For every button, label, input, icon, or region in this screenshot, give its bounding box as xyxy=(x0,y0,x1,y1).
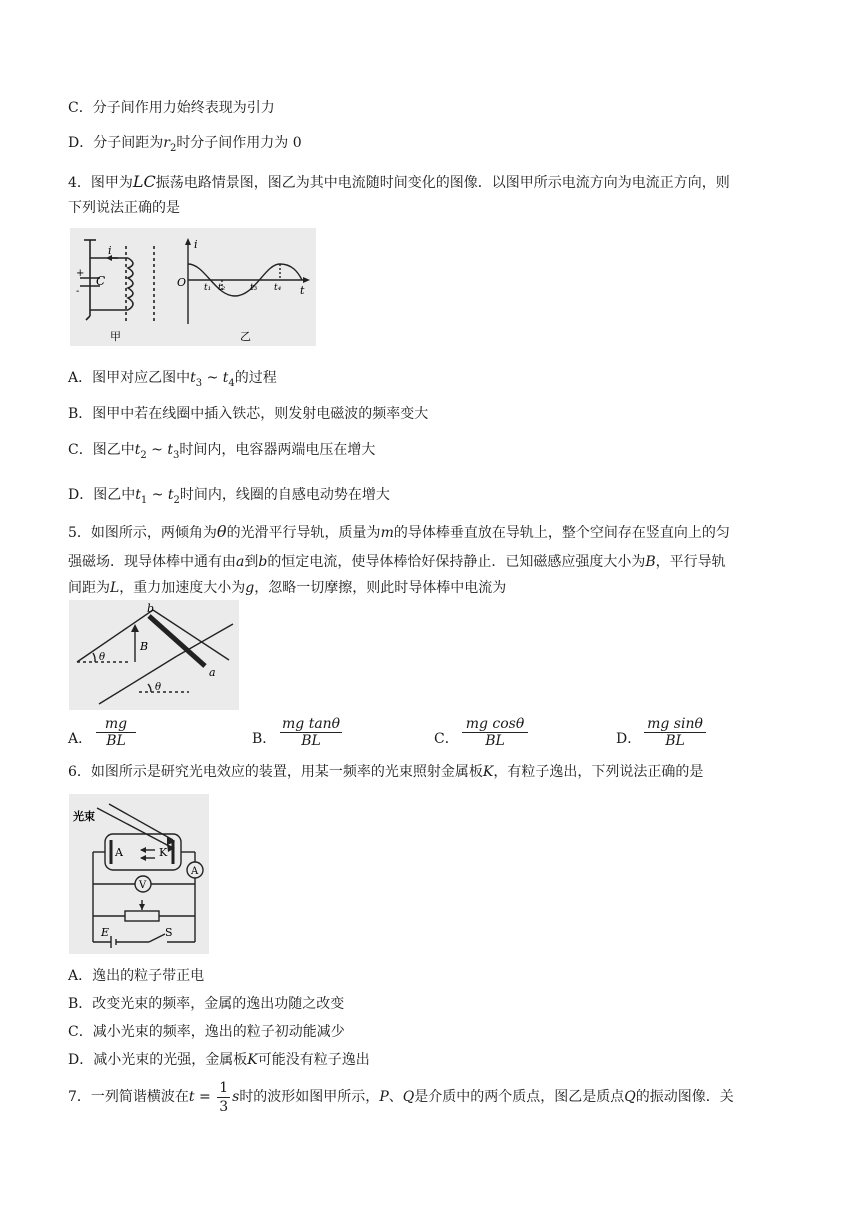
q5-option-c: C． $\frac{\text{mg cosθ}}{BL}$ xyxy=(434,716,614,760)
q5-stem-line2: 强磁场．现导体棒中通有由a到b的恒定电流，使导体棒恰好保持静止．已知磁感应强度大小为B，平行导轨 xyxy=(68,554,726,570)
q4-option-c: C．图乙中$t_2$ ~ $t_3$时间内，电容器两端电压在增大 xyxy=(68,442,376,461)
fig4-t4: t₄ xyxy=(274,283,282,293)
fig5-a-label: a xyxy=(209,666,216,679)
q5-figure xyxy=(69,600,239,710)
fig6-switch-label: S xyxy=(165,926,173,939)
fig5-theta-top: θ xyxy=(99,652,106,663)
q6-figure xyxy=(69,794,209,954)
q4-figure xyxy=(70,228,316,346)
fig6-battery-label: E xyxy=(101,926,110,939)
fig6-plate-a: A xyxy=(115,846,123,859)
fig4-t-axis: t xyxy=(300,284,305,297)
fig4-t1: t₁ xyxy=(204,283,212,293)
fig6-voltmeter: V xyxy=(139,880,147,891)
fig4-i-axis: i xyxy=(194,238,198,251)
q7-stem: 7．一列简谐横波在t = $\frac{1}{3}$ s时的波形如图甲所示，P、Q是介质中的两个质点，图乙是质点Q的振动图像．关 xyxy=(68,1079,734,1115)
fig4-c-label: C xyxy=(96,274,106,288)
fig4-yi-label: 乙 xyxy=(240,330,251,343)
q6-option-b: B．改变光束的频率，金属的逸出功随之改变 xyxy=(68,996,345,1012)
q3-option-d: D．分子间距为$r_2$时分子间作用力为 0 xyxy=(68,135,302,154)
q6-stem: 6．如图所示是研究光电效应的装置，用某一频率的光束照射金属板K，有粒子逸出，下列说法正确的是 xyxy=(68,764,704,780)
fig4-t3: t₃ xyxy=(250,283,258,293)
fig4-i-label: i xyxy=(108,244,112,257)
fig4-origin: O xyxy=(177,276,187,289)
q5-option-d: D． $\frac{\text{mg sinθ}}{BL}$ xyxy=(616,716,796,760)
fig4-minus: - xyxy=(76,286,80,297)
fig6-plate-k: K xyxy=(159,846,168,859)
q6-option-c: C．减小光束的频率，逸出的粒子初动能减少 xyxy=(68,1024,345,1040)
fig4-t2: t₂ xyxy=(218,283,226,293)
q3-option-c: C．分子间作用力始终表现为引力 xyxy=(68,100,275,116)
q4-stem-line1: 4．图甲为LC振荡电路情景图，图乙为其中电流随时间变化的图像．以图甲所示电流方向为电流正方向，则 xyxy=(68,172,730,191)
fig5-B-label: B xyxy=(140,640,149,653)
q5-stem-line1: 5．如图所示，两倾角为θ的光滑平行导轨，质量为m的导体棒垂直放在导轨上，整个空间存在竖直向上的匀 xyxy=(68,522,730,541)
q5-option-b: B． $\frac{\text{mg tanθ}}{BL}$ xyxy=(252,716,341,749)
q4-option-b: B．图甲中若在线圈中插入铁芯，则发射电磁波的频率变大 xyxy=(68,406,429,422)
q6-option-a: A．逸出的粒子带正电 xyxy=(68,968,205,984)
fig6-ammeter: A xyxy=(191,866,199,877)
q5-stem-line3: 间距为L，重力加速度大小为g，忽略一切摩擦，则此时导体棒中电流为 xyxy=(68,580,507,596)
q4-option-a: A．图甲对应乙图中$t_3$ ~ $t_4$的过程 xyxy=(68,370,277,389)
fig5-theta-bottom: θ xyxy=(155,682,162,693)
q5-option-a: A． $\frac{mg}{BL}$ xyxy=(68,716,248,760)
fig6-light-label: 光束 xyxy=(73,810,95,823)
q4-option-d: D．图乙中$t_1$ ~ $t_2$时间内，线圈的自感电动势在增大 xyxy=(68,487,390,506)
fig4-jia-label: 甲 xyxy=(110,330,121,343)
fig5-b-label: b xyxy=(147,602,155,615)
q4-stem-line2: 下列说法正确的是 xyxy=(68,200,180,216)
fig4-plus: + xyxy=(76,268,85,279)
q6-option-d: D．减小光束的光强，金属板K可能没有粒子逸出 xyxy=(68,1052,370,1068)
